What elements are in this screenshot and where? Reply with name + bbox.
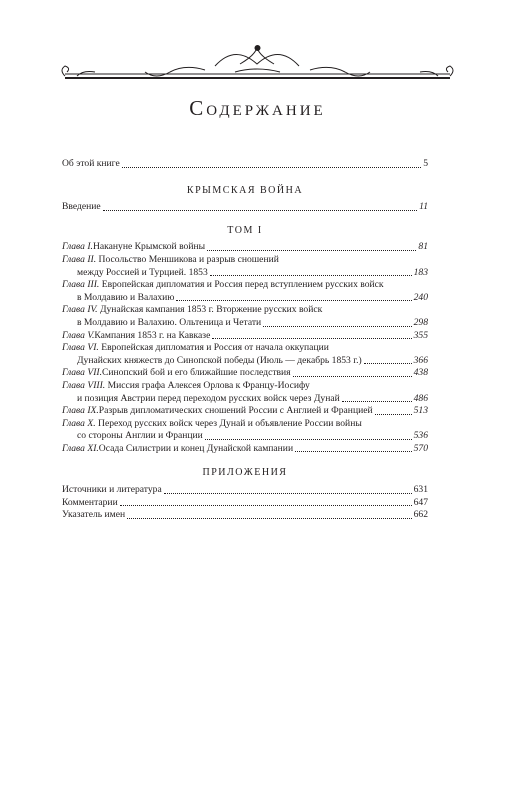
section-heading-volume: ТОМ I (227, 224, 263, 236)
chapter-number: Глава III. (62, 279, 100, 291)
toc-entry-chapter (62, 254, 428, 279)
chapter-number: Глава IX. (62, 405, 99, 417)
chapter-title: Осада Силистрии и конец Дунайской кампании (98, 442, 294, 454)
toc-page: 183 (413, 266, 428, 278)
toc-entry-chapter (62, 279, 428, 304)
toc-page: 513 (413, 405, 428, 417)
chapter-number: Глава X. (62, 417, 96, 429)
dot-leader (205, 438, 412, 440)
chapter-number: Глава VIII. (62, 379, 106, 391)
toc-entry-chapter (62, 330, 428, 343)
toc-entry-chapter (62, 405, 428, 418)
toc-entry-appendix (62, 497, 428, 510)
dot-leader (212, 337, 411, 339)
chapter-title: Переход русских войск через Дунай и объявление России войны (98, 417, 362, 429)
dot-leader (263, 325, 411, 327)
dot-leader (120, 504, 412, 506)
dot-leader (207, 249, 416, 251)
toc-label: Об этой книге (62, 158, 120, 169)
chapter-title: в Молдавию и Валахию (77, 291, 175, 303)
dot-leader (127, 517, 411, 519)
toc-entry-chapter (62, 304, 428, 329)
toc-page: 570 (413, 442, 428, 454)
toc-entry-about (62, 158, 428, 171)
dot-leader (122, 166, 421, 168)
appendix-list (62, 484, 428, 522)
toc-page: 438 (413, 367, 428, 379)
chapter-title: Европейская дипломатия и Россия перед вступлением русских войск (101, 279, 384, 291)
section-heading-appendix: ПРИЛОЖЕНИЯ (202, 467, 288, 479)
dot-leader (295, 450, 412, 452)
chapter-title: Миссия графа Алексея Орлова к Францу-Иосифу (107, 379, 310, 391)
toc-page: 81 (418, 241, 428, 253)
toc-page: 366 (413, 354, 428, 366)
toc-page: 536 (413, 430, 428, 442)
dot-leader (375, 413, 412, 415)
chapter-title: Европейская дипломатия и Россия от начала оккупации (101, 342, 329, 354)
toc-entry-chapter (62, 241, 428, 254)
toc-label: Введение (62, 201, 101, 213)
dot-leader (176, 299, 411, 301)
chapter-number: Глава VI. (62, 342, 99, 354)
chapter-title: Синопский бой и его ближайшие последствия (102, 367, 291, 379)
toc-entry-chapter (62, 342, 428, 367)
toc-page: 240 (413, 291, 428, 303)
toc-entry-chapter (62, 418, 428, 443)
chapter-number: Глава XI. (62, 442, 99, 454)
page-title: Содержание (189, 96, 326, 120)
toc-entry-appendix (62, 484, 428, 497)
chapter-title: Кампания 1853 г. на Кавказе (94, 329, 211, 341)
dot-leader (364, 362, 412, 364)
toc-entry-chapter (62, 380, 428, 405)
dot-leader (164, 492, 412, 494)
chapter-number: Глава V. (62, 329, 95, 341)
chapter-title: в Молдавию и Валахию. Ольтеница и Четати (77, 316, 262, 328)
chapter-title: Посольство Меншикова и разрыв сношений (98, 253, 279, 265)
toc-page: 11 (419, 201, 428, 213)
ornamental-divider (55, 36, 460, 96)
table-of-contents (62, 158, 428, 522)
toc-entry-chapter (62, 367, 428, 380)
toc-label: Указатель имен (62, 509, 126, 521)
toc-label: Комментарии (62, 496, 118, 508)
chapter-number: Глава VII. (62, 367, 102, 379)
dot-leader (210, 274, 412, 276)
toc-entry-chapter (62, 443, 428, 456)
chapter-title: Дунайская кампания 1853 г. Вторжение русских войск (99, 304, 323, 316)
toc-entry-introduction (62, 201, 428, 214)
dot-leader (103, 209, 417, 211)
toc-page: 355 (413, 329, 428, 341)
toc-entry-appendix (62, 509, 428, 522)
section-heading-crimean-war: КРЫМСКАЯ ВОЙНА (186, 184, 304, 196)
chapter-title: и позиция Австрии перед переходом русских войск через Дунай (77, 392, 340, 404)
toc-label: Источники и литература (62, 484, 162, 496)
chapter-title: со стороны Англии и Франции (77, 430, 203, 442)
toc-page: 5 (423, 158, 428, 169)
chapter-number: Глава I. (62, 241, 93, 253)
toc-page: 631 (413, 484, 428, 496)
chapter-title: Дунайских княжеств до Синопской победы (Июль — декабрь 1853 г.) (77, 354, 362, 366)
chapter-title: Разрыв дипломатических сношений России с Англией и Францией (98, 405, 373, 417)
dot-leader (293, 375, 412, 377)
chapter-list (62, 241, 428, 455)
chapter-number: Глава II. (62, 253, 97, 265)
chapter-title: между Россией и Турцией. 1853 (77, 266, 208, 278)
toc-page: 298 (413, 316, 428, 328)
toc-page: 486 (413, 392, 428, 404)
toc-page: 647 (413, 496, 428, 508)
chapter-number: Глава IV. (62, 304, 98, 316)
dot-leader (342, 400, 412, 402)
chapter-title: Накануне Крымской войны (92, 241, 206, 253)
toc-page: 662 (413, 509, 428, 521)
